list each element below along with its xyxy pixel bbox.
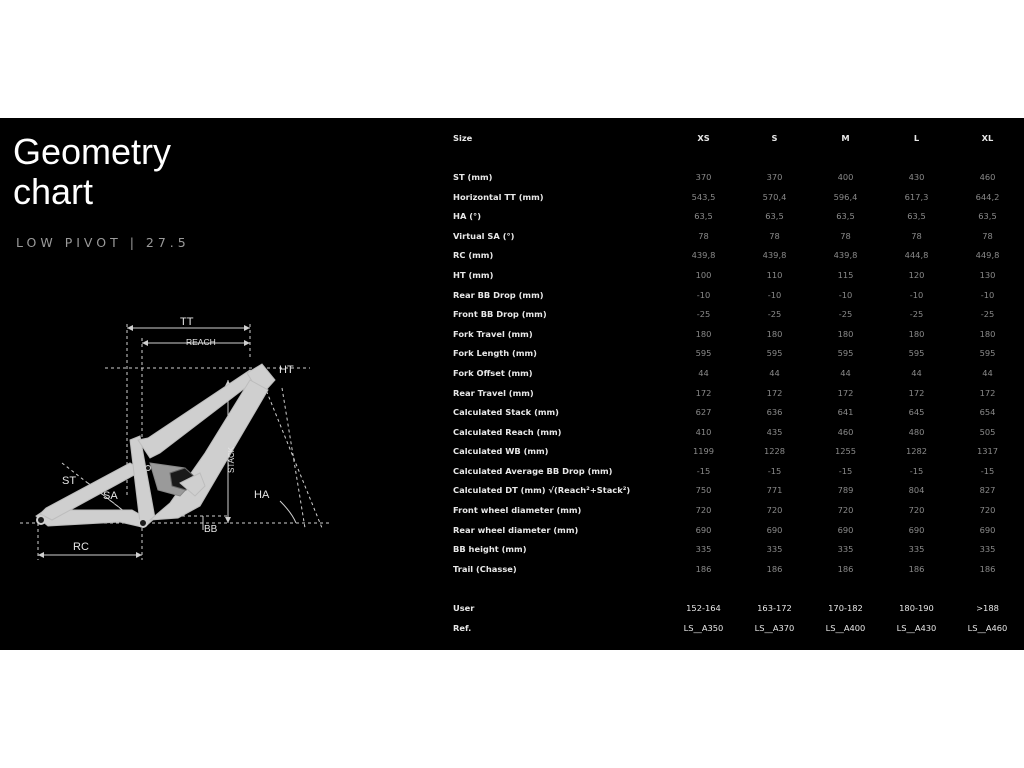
table-spacer-row [448,148,1023,168]
bb-label: BB [204,524,218,535]
table-row [448,481,1023,501]
user-value: >188 [976,603,999,614]
row-value: 595 [979,348,996,359]
row-value: 78 [982,230,993,241]
size-header-xs: XS [697,132,710,143]
row-value: 570,4 [762,191,787,202]
row-value: -15 [696,465,711,476]
size-header-label: Size [453,132,473,143]
bike-frame [36,364,275,527]
row-value: 100 [695,269,712,280]
tt-label: TT [180,316,194,328]
user-row [448,598,1023,618]
page-subtitle: LOW PIVOT | 27.5 [16,235,190,250]
row-value: -25 [767,309,782,320]
row-value: 690 [837,524,854,535]
row-label: Fork Offset (mm) [453,367,533,378]
table-row [448,344,1023,364]
row-label: Front wheel diameter (mm) [453,505,582,516]
row-value: 115 [837,269,854,280]
table-row [448,265,1023,285]
row-value: 335 [979,544,996,555]
row-value: 430 [908,171,925,182]
row-value: -15 [838,465,853,476]
row-value: 804 [908,485,925,496]
row-value: 645 [908,407,925,418]
row-label: Calculated Reach (mm) [453,426,562,437]
row-label: Front BB Drop (mm) [453,309,547,320]
reach-label: REACH [186,337,216,347]
row-value: -10 [696,289,711,300]
row-value: 180 [695,328,712,339]
row-value: 1199 [692,446,715,457]
row-value: -15 [909,465,924,476]
row-value: 750 [695,485,712,496]
row-value: 460 [837,426,854,437]
row-value: 186 [695,563,712,574]
row-value: 595 [695,348,712,359]
row-value: 63,5 [765,211,784,222]
table-row [448,422,1023,442]
row-value: 595 [837,348,854,359]
row-value: 690 [908,524,925,535]
row-value: 78 [911,230,922,241]
row-value: 654 [979,407,996,418]
table-row [448,285,1023,305]
ref-row [448,618,1023,638]
row-value: 78 [769,230,780,241]
row-value: 444,8 [904,250,929,261]
row-label: Fork Travel (mm) [453,328,533,339]
geometry-table [448,128,1023,637]
row-value: 690 [979,524,996,535]
row-value: 335 [766,544,783,555]
row-value: 370 [766,171,783,182]
row-value: 63,5 [978,211,997,222]
row-label: Rear Travel (mm) [453,387,534,398]
row-label: RC (mm) [453,250,494,261]
row-label: Rear BB Drop (mm) [453,289,544,300]
row-label: Calculated DT (mm) √(Reach²+Stack²) [453,485,631,496]
bike-geometry-diagram [0,118,445,650]
row-label: HT (mm) [453,269,494,280]
user-value: 163-172 [757,603,792,614]
row-value: 172 [766,387,783,398]
st-label: ST [62,475,77,487]
ha-label: HA [254,489,270,501]
ref-value: LS__A350 [683,622,724,633]
table-row [448,383,1023,403]
row-value: 627 [695,407,712,418]
table-row [448,167,1023,187]
row-value: 644,2 [975,191,1000,202]
row-label: Trail (Chasse) [453,563,517,574]
row-value: 480 [908,426,925,437]
row-value: 44 [769,367,780,378]
row-value: 172 [837,387,854,398]
table-row [448,442,1023,462]
row-value: 335 [837,544,854,555]
row-label: ST (mm) [453,171,493,182]
row-value: 505 [979,426,996,437]
row-value: 180 [979,328,996,339]
ref-value: LS__A430 [896,622,937,633]
row-value: 172 [695,387,712,398]
row-value: -25 [909,309,924,320]
row-value: 543,5 [691,191,716,202]
row-value: 180 [908,328,925,339]
row-value: 44 [911,367,922,378]
rear-axle [37,516,45,524]
sa-label: SA [103,490,118,502]
row-value: -10 [980,289,995,300]
row-value: 172 [979,387,996,398]
row-value: -10 [909,289,924,300]
row-label: Calculated Average BB Drop (mm) [453,465,613,476]
user-value: 170-182 [828,603,863,614]
row-value: 720 [695,505,712,516]
table-header-row [448,128,1023,148]
ref-value: LS__A460 [967,622,1008,633]
row-value: 186 [766,563,783,574]
row-value: 827 [979,485,996,496]
ha-angle-arc [280,501,296,523]
row-value: 449,8 [975,250,1000,261]
table-row [448,402,1023,422]
row-value: 186 [908,563,925,574]
row-value: -15 [767,465,782,476]
row-value: 335 [695,544,712,555]
row-label: Virtual SA (°) [453,230,515,241]
row-value: -10 [838,289,853,300]
ref-label: Ref. [453,622,472,633]
size-header-m: M [841,132,850,143]
row-value: 335 [908,544,925,555]
table-row [448,187,1023,207]
title-line-1: Geometry [13,131,172,172]
row-value: 720 [766,505,783,516]
table-row [448,461,1023,481]
row-value: 596,4 [833,191,858,202]
table-row [448,363,1023,383]
row-value: 400 [837,171,854,182]
table-row [448,539,1023,559]
row-value: 110 [766,269,783,280]
rc-label: RC [73,541,89,553]
row-value: 44 [698,367,709,378]
row-value: 460 [979,171,996,182]
row-value: 63,5 [907,211,926,222]
row-value: 78 [698,230,709,241]
row-value: 1282 [905,446,928,457]
row-value: 690 [766,524,783,535]
row-value: 370 [695,171,712,182]
table-row [448,559,1023,579]
row-value: 172 [908,387,925,398]
table-row [448,520,1023,540]
row-label: Fork Length (mm) [453,348,537,359]
table-row [448,304,1023,324]
row-value: -25 [696,309,711,320]
row-label: Calculated WB (mm) [453,446,549,457]
row-label: BB height (mm) [453,544,527,555]
size-header-xl: XL [981,132,994,143]
row-value: 617,3 [904,191,929,202]
row-value: 789 [837,485,854,496]
row-value: -25 [980,309,995,320]
row-value: 44 [982,367,993,378]
table-row [448,324,1023,344]
row-value: 690 [695,524,712,535]
row-value: 186 [979,563,996,574]
user-label: User [453,603,475,614]
table-row [448,226,1023,246]
row-value: 180 [766,328,783,339]
row-value: 435 [766,426,783,437]
row-value: 186 [837,563,854,574]
row-value: 180 [837,328,854,339]
row-value: 439,8 [691,250,716,261]
row-value: 439,8 [762,250,787,261]
stack-label: STACK [227,446,236,473]
row-value: 720 [979,505,996,516]
ref-value: LS__A400 [825,622,866,633]
user-value: 180-190 [899,603,934,614]
row-value: 63,5 [836,211,855,222]
row-value: 595 [908,348,925,359]
row-value: 44 [840,367,851,378]
ht-label: HT [279,364,294,376]
row-value: 641 [837,407,854,418]
row-value: 120 [908,269,925,280]
row-value: 130 [979,269,996,280]
bb-pivot [139,519,147,527]
table-row [448,246,1023,266]
row-value: 1255 [834,446,857,457]
row-value: 63,5 [694,211,713,222]
table-spacer-row [448,579,1023,599]
row-value: -25 [838,309,853,320]
row-value: 410 [695,426,712,437]
row-value: 771 [766,485,783,496]
row-value: 595 [766,348,783,359]
slide [0,118,1024,650]
ref-value: LS__A370 [754,622,795,633]
title-line-2: chart [13,171,94,212]
table-row [448,500,1023,520]
row-label: Rear wheel diameter (mm) [453,524,579,535]
size-header-l: L [913,132,920,143]
row-label: HA (°) [453,211,481,222]
row-label: Calculated Stack (mm) [453,407,559,418]
row-value: 1228 [763,446,786,457]
geometry-table-body [448,128,1023,637]
row-label: Horizontal TT (mm) [453,191,544,202]
row-value: 1317 [976,446,999,457]
size-header-s: S [771,132,778,143]
row-value: 78 [840,230,851,241]
table-row [448,206,1023,226]
row-value: -10 [767,289,782,300]
row-value: 720 [837,505,854,516]
row-value: 636 [766,407,783,418]
row-value: 720 [908,505,925,516]
user-value: 152-164 [686,603,721,614]
row-value: -15 [980,465,995,476]
row-value: 439,8 [833,250,858,261]
